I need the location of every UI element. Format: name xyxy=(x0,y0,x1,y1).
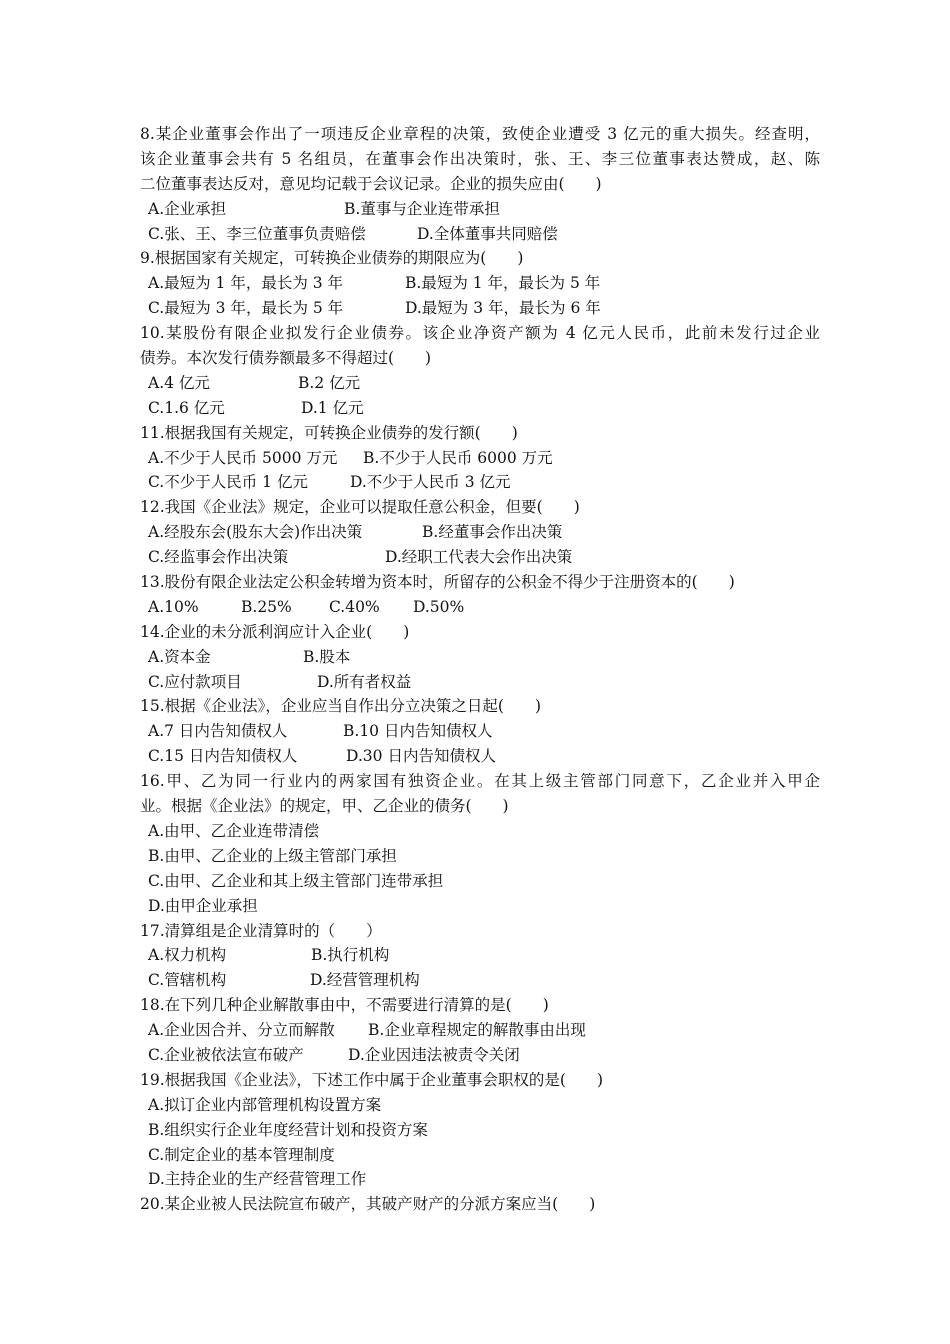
question-16-stem: 业。根据《企业法》的规定，甲、乙企业的债务( ) xyxy=(140,797,509,816)
answer-option: B.股本 xyxy=(303,647,351,666)
question-16-options-row xyxy=(140,894,820,919)
question-11-options-row xyxy=(140,470,820,495)
question-11-options-row xyxy=(140,446,820,471)
question-12-stem: 12.我国《企业法》规定，企业可以提取任意公积金，但要( ) xyxy=(140,498,580,517)
answer-option: B.25% xyxy=(241,597,292,616)
answer-option: D.所有者权益 xyxy=(317,672,412,691)
question-14-options-row xyxy=(140,670,820,695)
answer-option: C.企业被依法宣布破产 xyxy=(148,1045,304,1064)
question-9-options-row xyxy=(140,296,820,321)
question-19-stem: 19.根据我国《企业法》，下述工作中属于企业董事会职权的是( ) xyxy=(140,1070,603,1089)
answer-option: D.全体董事共同赔偿 xyxy=(417,224,558,243)
question-18-options-row xyxy=(140,1018,820,1043)
answer-option: D.最短为 3 年，最长为 6 年 xyxy=(405,299,601,318)
question-13-options-row xyxy=(140,595,820,620)
answer-option: C.张、王、李三位董事负责赔偿 xyxy=(148,224,366,243)
answer-option: B.2 亿元 xyxy=(298,373,361,392)
question-10-options-row xyxy=(140,371,820,396)
question-8-options-row xyxy=(140,222,820,247)
question-17-options-row xyxy=(140,943,820,968)
answer-option: B.不少于人民币 6000 万元 xyxy=(363,448,553,467)
question-18-options-row xyxy=(140,1043,820,1068)
question-19-options-row xyxy=(140,1143,820,1168)
question-19-options-row xyxy=(140,1118,820,1143)
answer-option: A.最短为 1 年，最长为 3 年 xyxy=(148,274,344,293)
question-8-stem: 该企业董事会共有 5 名组员，在董事会作出决策时，张、王、李三位董事表达赞成，赵、陈 xyxy=(140,149,820,168)
answer-option: B.执行机构 xyxy=(311,946,390,965)
answer-option: B.最短为 1 年，最长为 5 年 xyxy=(405,274,601,293)
question-list xyxy=(140,122,820,1217)
answer-option: D.经职工代表大会作出决策 xyxy=(385,548,573,567)
answer-option: B.组织实行企业年度经营计划和投资方案 xyxy=(148,1120,428,1139)
question-14-options-row xyxy=(140,645,820,670)
answer-option: D.经营管理机构 xyxy=(310,971,420,990)
answer-option: B.经董事会作出决策 xyxy=(422,523,563,542)
question-16-options-row xyxy=(140,844,820,869)
answer-option: A.7 日内告知债权人 xyxy=(148,722,288,741)
answer-option: A.资本金 xyxy=(148,647,211,666)
question-9-options-row xyxy=(140,271,820,296)
answer-option: A.10% xyxy=(148,597,199,616)
question-12-options-row xyxy=(140,520,820,545)
question-17-options-row xyxy=(140,968,820,993)
question-10-stem: 10.某股份有限企业拟发行企业债券。该企业净资产额为 4 亿元人民币，此前未发行过企业 xyxy=(140,324,820,343)
answer-option: C.经监事会作出决策 xyxy=(148,548,289,567)
answer-option: C.15 日内告知债权人 xyxy=(148,747,298,766)
answer-option: D.由甲企业承担 xyxy=(148,896,258,915)
question-16-options-row xyxy=(140,819,820,844)
answer-option: A.4 亿元 xyxy=(148,373,210,392)
answer-option: C.应付款项目 xyxy=(148,672,242,691)
answer-option: A.不少于人民币 5000 万元 xyxy=(148,448,338,467)
answer-option: C.不少于人民币 1 亿元 xyxy=(148,473,308,492)
answer-option: C.40% xyxy=(329,597,380,616)
question-17-stem: 17.清算组是企业清算时的（ ） xyxy=(140,921,382,940)
answer-option: D.1 亿元 xyxy=(301,398,364,417)
answer-option: C.最短为 3 年，最长为 5 年 xyxy=(148,299,344,318)
question-19-options-row xyxy=(140,1167,820,1192)
question-19-options-row xyxy=(140,1093,820,1118)
answer-option: A.权力机构 xyxy=(148,946,227,965)
question-10-options-row xyxy=(140,396,820,421)
question-16-stem: 16.甲、乙为同一行业内的两家国有独资企业。在其上级主管部门同意下，乙企业并入甲企 xyxy=(140,772,820,791)
question-13-stem: 13.股份有限企业法定公积金转增为资本时，所留存的公积金不得少于注册资本的( ) xyxy=(140,573,735,592)
answer-option: D.30 日内告知债权人 xyxy=(346,747,496,766)
answer-option: C.由甲、乙企业和其上级主管部门连带承担 xyxy=(148,871,444,890)
question-15-options-row xyxy=(140,719,820,744)
question-20-stem: 20.某企业被人民法院宣布破产，其破产财产的分派方案应当( ) xyxy=(140,1195,596,1214)
answer-option: D.企业因违法被责令关闭 xyxy=(348,1045,520,1064)
question-8-stem: 二位董事表达反对，意见均记载于会议记录。企业的损失应由( ) xyxy=(140,174,602,193)
answer-option: D.主持企业的生产经营管理工作 xyxy=(148,1170,367,1189)
question-10-stem: 债券。本次发行债券额最多不得超过( ) xyxy=(140,349,432,368)
answer-option: C.管辖机构 xyxy=(148,971,227,990)
answer-option: A.经股东会(股东大会)作出决策 xyxy=(148,523,363,542)
answer-option: D.50% xyxy=(413,597,465,616)
answer-option: B.企业章程规定的解散事由出现 xyxy=(368,1021,586,1040)
answer-option: C.制定企业的基本管理制度 xyxy=(148,1145,335,1164)
question-18-stem: 18.在下列几种企业解散事由中，不需要进行清算的是( ) xyxy=(140,996,549,1015)
answer-option: C.1.6 亿元 xyxy=(148,398,225,417)
answer-option: B.由甲、乙企业的上级主管部门承担 xyxy=(148,846,397,865)
answer-option: A.拟订企业内部管理机构设置方案 xyxy=(148,1095,382,1114)
answer-option: A.由甲、乙企业连带清偿 xyxy=(148,821,320,840)
answer-option: B.董事与企业连带承担 xyxy=(344,199,500,218)
answer-option: A.企业承担 xyxy=(148,199,227,218)
question-15-options-row xyxy=(140,744,820,769)
question-8-options-row xyxy=(140,197,820,222)
answer-option: A.企业因合并、分立而解散 xyxy=(148,1021,335,1040)
answer-option: D.不少于人民币 3 亿元 xyxy=(350,473,511,492)
question-11-stem: 11.根据我国有关规定，可转换企业债券的发行额( ) xyxy=(140,423,518,442)
answer-option: B.10 日内告知债权人 xyxy=(343,722,493,741)
question-8-stem: 8.某企业董事会作出了一项违反企业章程的决策，致使企业遭受 3 亿元的重大损失。经查明， xyxy=(140,125,820,143)
question-15-stem: 15.根据《企业法》，企业应当自作出分立决策之日起( ) xyxy=(140,697,541,716)
question-16-options-row xyxy=(140,869,820,894)
question-12-options-row xyxy=(140,545,820,570)
question-14-stem: 14.企业的未分派利润应计入企业( ) xyxy=(140,622,410,641)
question-9-stem: 9.根据国家有关规定，可转换企业债券的期限应为( ) xyxy=(140,249,524,268)
